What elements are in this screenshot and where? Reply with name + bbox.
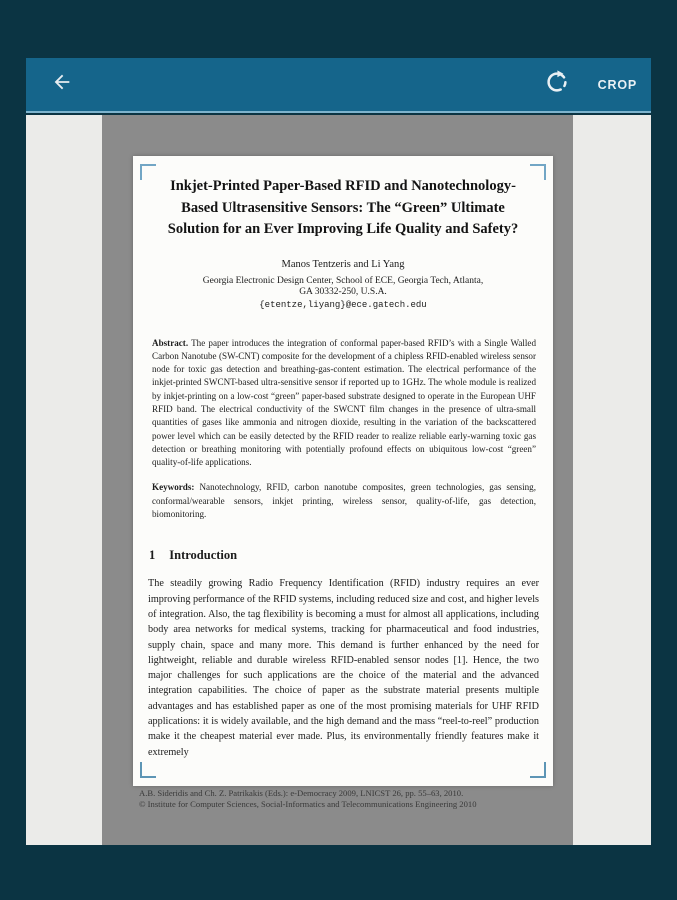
keywords-text: Nanotechnology, RFID, carbon nanotube composites, green technologies, gas sensing, conformal/wearable sensors, inkjet printing, wireless sensor, quality-of-life, gas detection, biomonitoring.	[152, 482, 536, 520]
document-page	[133, 156, 553, 786]
abstract-label: Abstract.	[152, 337, 189, 348]
paper-title: Inkjet-Printed Paper-Based RFID and Nanotechnology-Based Ultrasensitive Sensors: The “Green” Ultimate Solution for an Ever Improving Life Quality and Safety?	[167, 178, 519, 237]
introduction-paragraph: The steadily growing Radio Frequency Identification (RFID) industry requires an ever improving performance of the RFID systems, including reduced size and cost, and higher levels of integration. Also, the tag flexibility is becoming a must for almost all applications, including body area networks for medical systems, tracking for pharmaceutical and food industries, supply chain, space and many more. This demand is further enhanced by the need for lightweight, reliable and durable wireless RFID-enabled sensor nodes [1]. Hence, the two major challenges for such applications are the choice of the material and the advanced integration capabilities. The choice of paper as the substrate material presents multiple advantages and has established paper as one of the most promising materials for UHF RFID applications: it is widely available, and the high demand and the mass “reel-to-reel” production make it the cheapest material ever made. Plus, its environmentally friendly features make it extremely	[148, 578, 539, 758]
crop-handle-bottom-left[interactable]	[140, 762, 156, 778]
affiliation-line-1: Georgia Electronic Design Center, School of ECE, Georgia Tech, Atlanta,	[202, 275, 484, 286]
paper-affiliation	[133, 276, 553, 299]
paper-email: {etentze,liyang}@ece.gatech.edu	[259, 299, 427, 310]
toolbar-actions	[540, 68, 639, 102]
crop-toolbar	[26, 58, 651, 113]
photo-crop-stage	[26, 115, 651, 845]
keywords-label: Keywords:	[152, 482, 195, 493]
arrow-left-icon	[51, 71, 73, 98]
section-heading-introduction	[149, 548, 539, 563]
imprint-line-1: A.B. Sideridis and Ch. Z. Patrikakis (Eds.): e-Democracy 2009, LNICST 26, pp. 55–63, 2010.	[139, 788, 464, 798]
affiliation-line-2: GA 30332-250, U.S.A.	[299, 287, 387, 297]
abstract-text: The paper introduces the integration of conformal paper-based RFID’s with a Single Walled Carbon Nanotube (SW-CNT) composite for the development of a chipless RFID-enabled wireless sensor node for toxic gas detection and breathing-gas-content estimation. The electrical performance of the inkjet-printed SWCNT-based ultra-sensitive sensor if reported up to 1GHz. The whole module is realized by inkjet-printing on a low-cost “green” paper-based substrate designed to operate in the European UHF RFID band. The electrical conductivity of the SWCNT film changes in the presence of ultra-small quantities of gases like ammonia and nitrogen dioxide, resulting in the variation of the backscattered power level which can be easily detected by the RFID reader to realize reliable early-warning toxic gas detection or breathing monitoring with potentially profound effects on ubiquitous low-cost “green” quality-of-life applications.	[152, 337, 537, 468]
rotate-icon	[545, 70, 569, 99]
page-imprint	[139, 788, 549, 810]
photo-left-edge	[26, 115, 102, 845]
imprint-line-2: © Institute for Computer Sciences, Social-Informatics and Telecommunications Engineering 2010	[139, 799, 477, 809]
section-number: 1	[149, 548, 156, 563]
section-title: Introduction	[169, 548, 238, 563]
crop-handle-top-left[interactable]	[140, 164, 156, 180]
abstract-paragraph	[152, 337, 536, 470]
back-button[interactable]	[45, 68, 79, 102]
crop-button[interactable]: CROP	[597, 77, 637, 92]
crop-handle-top-right[interactable]	[530, 164, 546, 180]
photo-right-edge	[573, 115, 651, 845]
keywords-paragraph	[152, 481, 536, 521]
paper-authors: Manos Tentzeris and Li Yang	[281, 258, 405, 270]
crop-handle-bottom-right[interactable]	[530, 762, 546, 778]
rotate-button[interactable]	[540, 68, 574, 102]
